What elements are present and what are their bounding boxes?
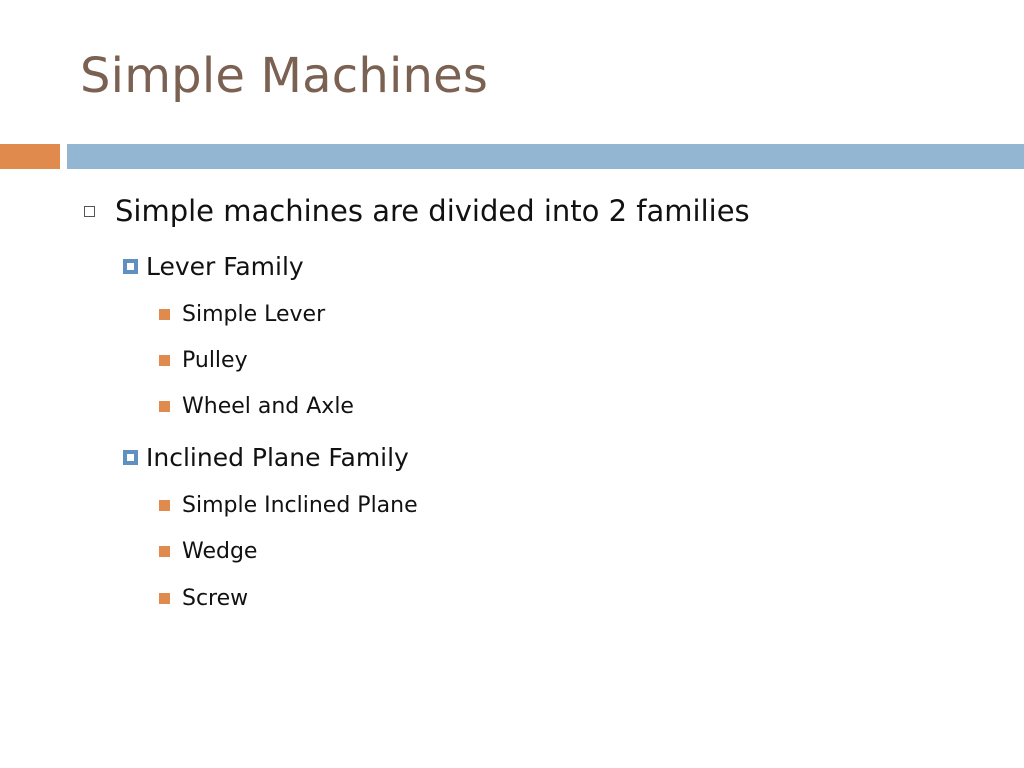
bullet-text: Pulley [182,348,248,373]
bullet-text: Wheel and Axle [182,394,354,419]
filled-square-bullet-icon [159,401,170,412]
bullet-item-simple-inclined-plane [159,493,418,518]
bullet-text: Screw [182,586,249,611]
bullet-text: Simple machines are divided into 2 families [115,194,750,228]
framed-square-bullet-icon [123,259,138,274]
bullet-text: Wedge [182,539,258,564]
slide-title: Simple Machines [80,48,489,104]
bullet-item-pulley [159,348,248,373]
bullet-text: Inclined Plane Family [146,443,409,472]
filled-square-bullet-icon [159,355,170,366]
framed-square-bullet-icon [123,450,138,465]
bullet-item-screw [159,586,248,611]
bullet-item-simple-lever [159,302,325,327]
filled-square-bullet-icon [159,309,170,320]
filled-square-bullet-icon [159,500,170,511]
bullet-item-main [84,194,750,228]
filled-square-bullet-icon [159,546,170,557]
filled-square-bullet-icon [159,593,170,604]
bullet-item-wheel-and-axle [159,394,354,419]
bullet-text: Simple Inclined Plane [182,493,418,518]
hollow-square-bullet-icon [84,206,95,217]
bullet-item-inclined-plane-family [123,443,409,472]
bullet-item-wedge [159,539,257,564]
bullet-item-lever-family [123,252,304,281]
bullet-text: Lever Family [146,252,304,281]
bullet-text: Simple Lever [182,302,326,327]
